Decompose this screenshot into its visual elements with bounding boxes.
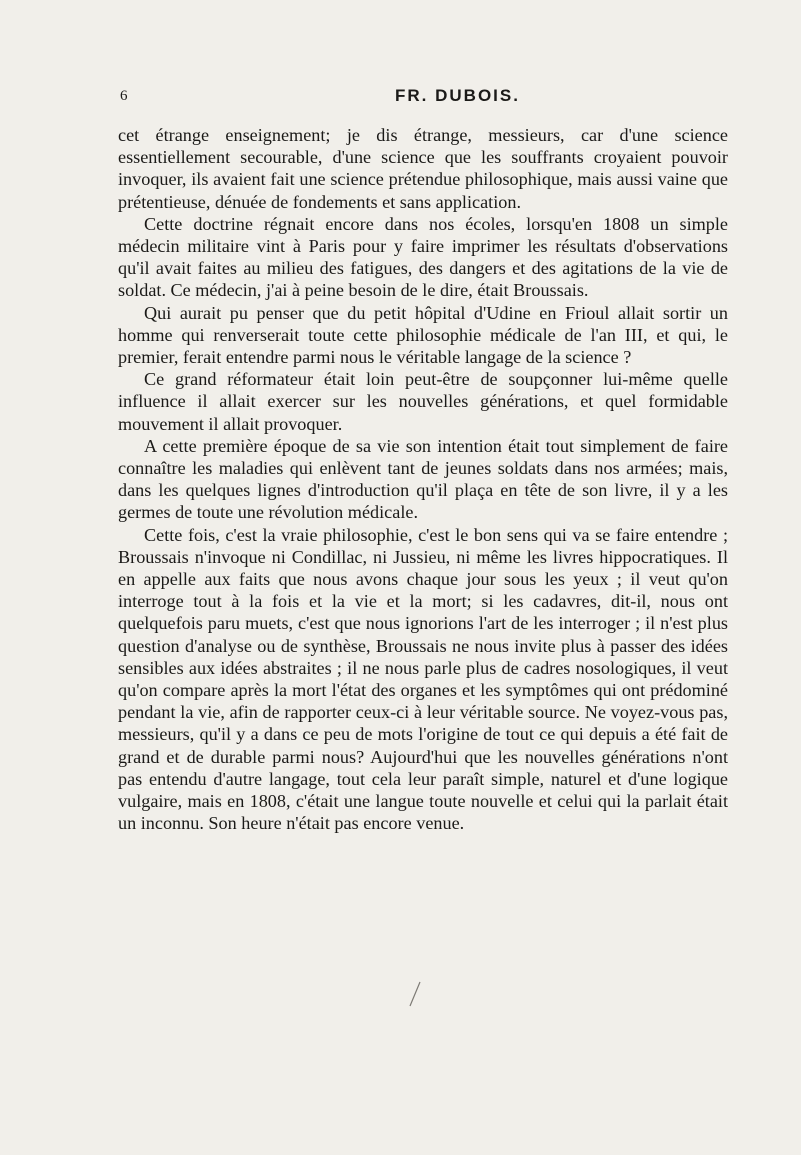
running-head: FR. DUBOIS. xyxy=(395,86,520,105)
paragraph-6: Cette fois, c'est la vraie philosophie, c'est le bon sens qui va se faire entendre ; Broussais n'invoque ni Condillac, ni Jussieu, ni même les livres hippocratiques. Il en appelle aux faits que nous avons chaque jour sous les yeux ; il veut qu'on interroge tout à la fois et la vie et la mort; si les cadavres, dit-il, nous ont quelquefois paru muets, c'est que nous ignorions l'art de les interroger ; il n'est plus question d'analyse ou de synthèse, Broussais ne nous invite plus à passer des idées sensibles aux idées abstraites ; il ne nous parle plus de cadres nosologiques, il veut qu'on compare après la mort l'état des organes et les symptômes qui ont prédominé pendant la vie, afin de rapporter ceux-ci à leur véritable source. Ne voyez-vous pas, messieurs, qu'il y a dans ce peu de mots l'origine de tout ce qui depuis a été fait de grand et de durable parmi nous? Aujourd'hui que les nouvelles générations n'ont pas entendu d'autre langage, tout cela leur paraît simple, naturel et d'une logique vulgaire, mais en 1808, c'était une langue toute nouvelle et celui qui la parlait était un inconnu. Son heure n'était pas encore venue. xyxy=(118,524,728,834)
page-header xyxy=(120,88,720,114)
page-number: 6 xyxy=(120,88,129,104)
paragraph-5: A cette première époque de sa vie son intention était tout simplement de faire connaître les maladies qui enlèvent tant de jeunes soldats dans nos armées; mais, dans les quelques lignes d'introduction qu'il plaça en tête de son livre, il y a les germes de toute une révolution médicale. xyxy=(118,435,728,523)
paragraph-2: Cette doctrine régnait encore dans nos écoles, lorsqu'en 1808 un simple médecin militaire vint à Paris pour y faire imprimer les résultats d'observations qu'il avait faites au milieu des fatigues, des dangers et des agitations de la vie de soldat. Ce médecin, j'ai à peine besoin de le dire, était Broussais. xyxy=(118,213,728,301)
stray-pen-mark xyxy=(408,981,422,1007)
body-text xyxy=(118,124,728,835)
paragraph-3: Qui aurait pu penser que du petit hôpital d'Udine en Frioul allait sortir un homme qui renverserait toute cette philosophie médicale de l'an III, et qui, le premier, ferait entendre parmi nous le véritable langage de la science ? xyxy=(118,302,728,368)
paragraph-1: cet étrange enseignement; je dis étrange, messieurs, car d'une science essentiellement secourable, d'une science que les souffrants croyaient pouvoir invoquer, ils avaient fait une science prétendue philosophique, mais aussi vaine que prétentieuse, dénuée de fondements et sans application. xyxy=(118,125,728,212)
paragraph-4: Ce grand réformateur était loin peut-être de soupçonner lui-même quelle influence il allait exercer sur les nouvelles générations, et quel formidable mouvement il allait provoquer. xyxy=(118,369,728,434)
